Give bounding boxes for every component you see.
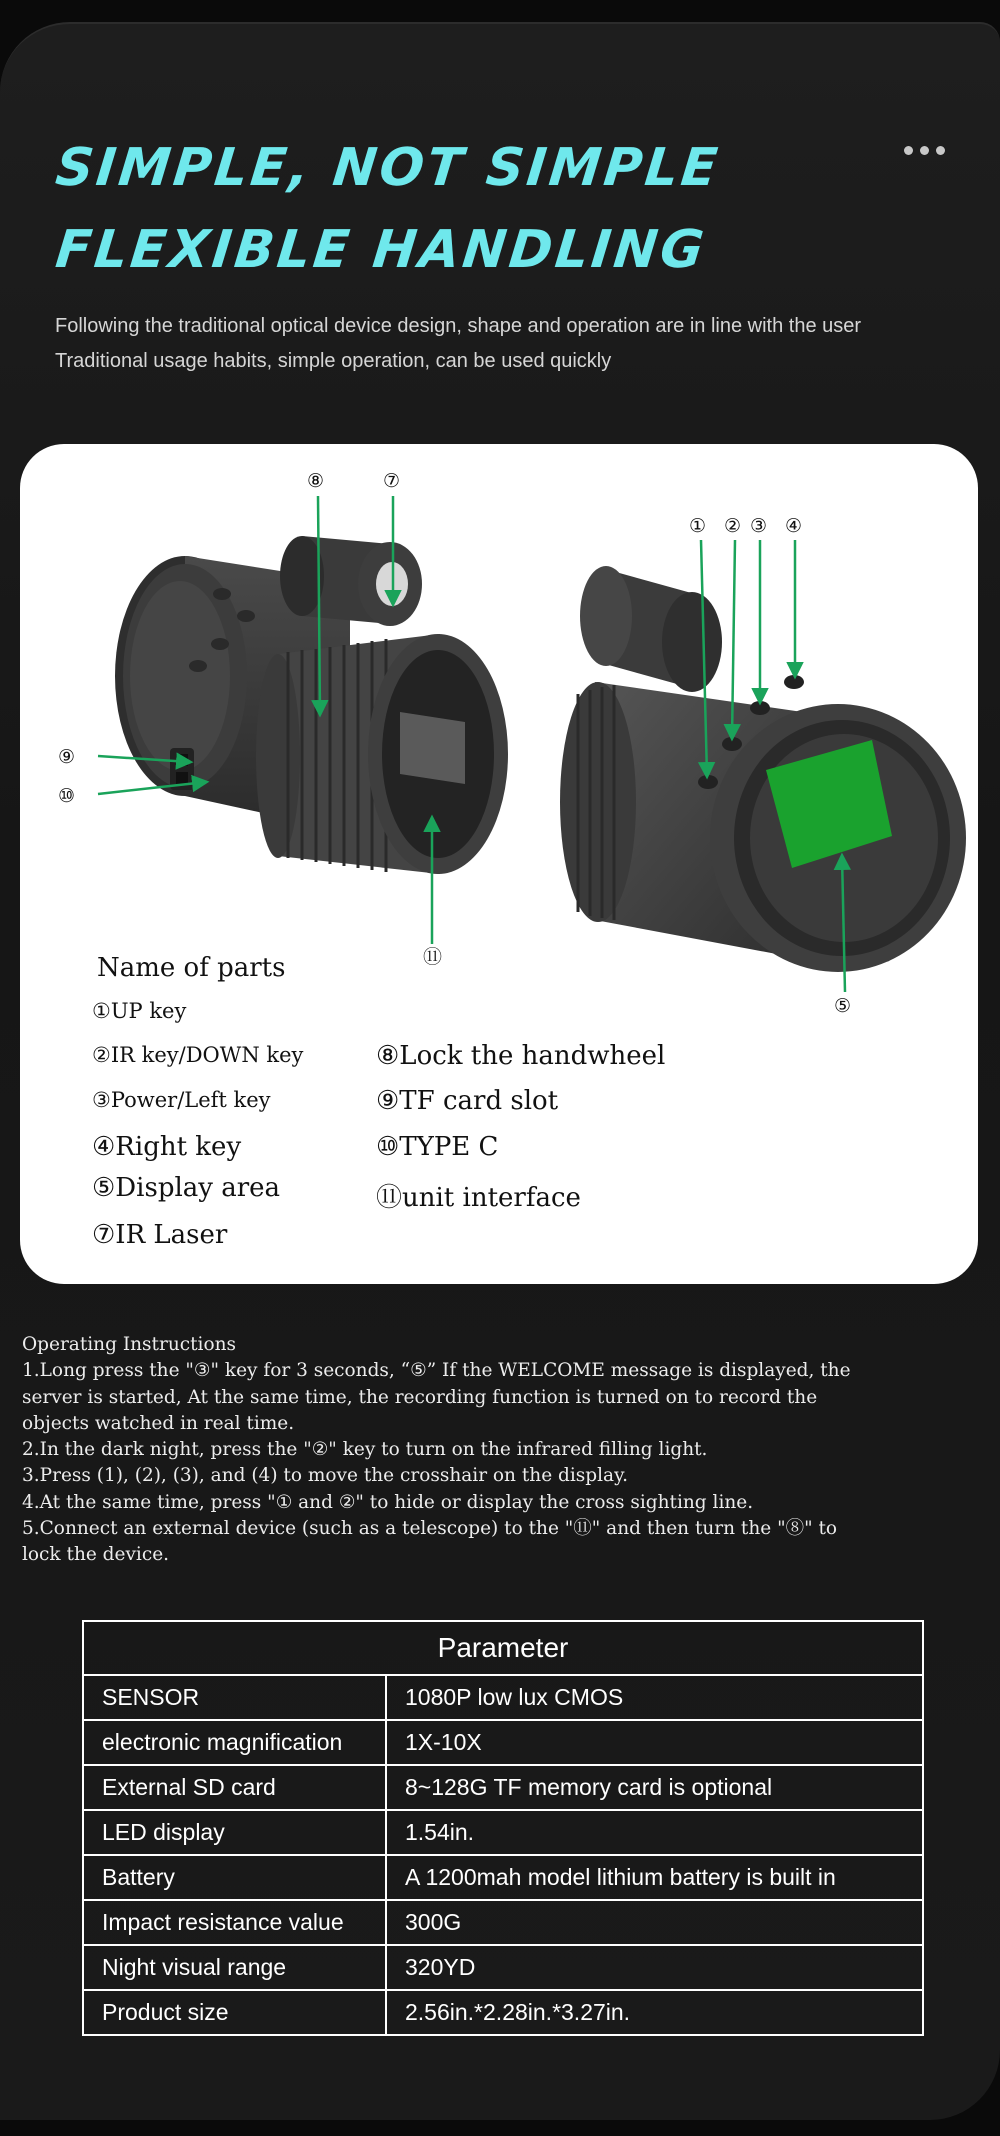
callout-1: ① bbox=[689, 515, 707, 537]
instruction-line: 2.In the dark night, press the "②" key to turn on the infrared filling light. bbox=[22, 1439, 708, 1461]
param-name: Product size bbox=[83, 1990, 386, 2035]
part-item: ④Right key bbox=[92, 1132, 242, 1162]
table-row bbox=[83, 1945, 923, 1990]
table-row bbox=[83, 1855, 923, 1900]
parts-diagram-panel bbox=[20, 444, 978, 1284]
device-left bbox=[115, 536, 508, 874]
instruction-line: lock the device. bbox=[22, 1544, 170, 1566]
part-item: ⑤Display area bbox=[92, 1173, 281, 1203]
table-header-row bbox=[83, 1621, 923, 1675]
callout-9: ⑨ bbox=[58, 746, 76, 768]
headline-line-2: FLEXIBLE HANDLING bbox=[52, 220, 710, 280]
callout-11: ⑪ bbox=[423, 946, 443, 968]
param-name: Impact resistance value bbox=[83, 1900, 386, 1945]
subtitle bbox=[55, 309, 861, 379]
callout-3: ③ bbox=[750, 515, 768, 537]
part-item: ①UP key bbox=[92, 999, 187, 1023]
param-value: A 1200mah model lithium battery is built in bbox=[386, 1855, 923, 1900]
param-value: 1080P low lux CMOS bbox=[386, 1675, 923, 1720]
table-row bbox=[83, 1765, 923, 1810]
part-item: ⑪unit interface bbox=[376, 1183, 581, 1213]
param-value: 2.56in.*2.28in.*3.27in. bbox=[386, 1990, 923, 2035]
callout-2: ② bbox=[724, 515, 742, 537]
instruction-line: 5.Connect an external device (such as a telescope) to the "⑪" and then turn the "⑧" to bbox=[22, 1518, 838, 1540]
table-row bbox=[83, 1900, 923, 1945]
callout-5: ⑤ bbox=[834, 995, 852, 1017]
operating-instructions bbox=[22, 1332, 992, 1569]
headline-line-1: SIMPLE, NOT SIMPLE bbox=[52, 138, 723, 198]
device-right bbox=[560, 566, 966, 972]
param-name: Battery bbox=[83, 1855, 386, 1900]
param-value: 300G bbox=[386, 1900, 923, 1945]
parts-title: Name of parts bbox=[97, 953, 286, 983]
part-item: ⑦IR Laser bbox=[92, 1220, 228, 1250]
table-row bbox=[83, 1675, 923, 1720]
subtitle-line-1: Following the traditional optical device design, shape and operation are in line with the user bbox=[55, 315, 862, 337]
param-value: 1.54in. bbox=[386, 1810, 923, 1855]
table-row bbox=[83, 1720, 923, 1765]
more-dots-icon[interactable] bbox=[904, 146, 945, 155]
table-row bbox=[83, 1810, 923, 1855]
instruction-line: objects watched in real time. bbox=[22, 1412, 295, 1434]
part-item: ②IR key/DOWN key bbox=[92, 1043, 304, 1067]
instruction-line: 3.Press (1), (2), (3), and (4) to move the crosshair on the display. bbox=[22, 1465, 628, 1487]
table-title: Parameter bbox=[83, 1621, 923, 1675]
instruction-line: 4.At the same time, press "① and ②" to hide or display the cross sighting line. bbox=[22, 1491, 754, 1513]
part-item: ⑩TYPE C bbox=[376, 1132, 499, 1162]
param-name: External SD card bbox=[83, 1765, 386, 1810]
subtitle-line-2: Traditional usage habits, simple operation, can be used quickly bbox=[55, 350, 612, 372]
param-value: 320YD bbox=[386, 1945, 923, 1990]
instructions-title: Operating Instructions bbox=[22, 1334, 236, 1355]
parameter-table bbox=[82, 1620, 924, 2036]
callout-7: ⑦ bbox=[383, 470, 401, 492]
param-name: LED display bbox=[83, 1810, 386, 1855]
part-item: ⑧Lock the handwheel bbox=[376, 1041, 666, 1071]
param-value: 1X-10X bbox=[386, 1720, 923, 1765]
table-row bbox=[83, 1990, 923, 2035]
param-name: SENSOR bbox=[83, 1675, 386, 1720]
callout-8: ⑧ bbox=[307, 470, 325, 492]
part-item: ③Power/Left key bbox=[92, 1088, 271, 1112]
callout-10: ⑩ bbox=[58, 785, 76, 807]
param-value: 8~128G TF memory card is optional bbox=[386, 1765, 923, 1810]
param-name: electronic magnification bbox=[83, 1720, 386, 1765]
instruction-line: 1.Long press the "③" key for 3 seconds, “⑤” If the WELCOME message is displayed, the bbox=[22, 1360, 851, 1382]
callout-4: ④ bbox=[785, 515, 803, 537]
param-name: Night visual range bbox=[83, 1945, 386, 1990]
instruction-line: server is started, At the same time, the recording function is turned on to record the bbox=[22, 1386, 818, 1408]
part-item: ⑨TF card slot bbox=[376, 1086, 559, 1116]
